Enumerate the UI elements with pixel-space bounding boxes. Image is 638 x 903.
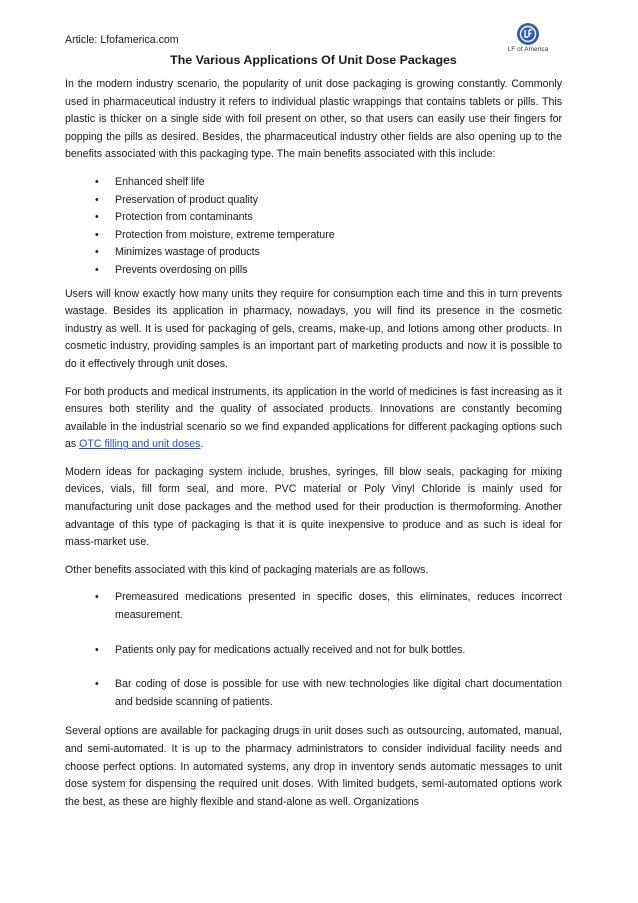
- paragraph-medical: [65, 384, 562, 454]
- paragraph-intro: In the modern industry scenario, the popularity of unit dose packaging is growing constantly. Commonly used in pharmaceutical industry it refers to individual plastic wrappings that contains tablets or pills. This plastic is thicker on a single side with foil present on other, so that users can easily use their fingers for popping the pills as desired. Besides, the pharmaceutical industry other fields are also opening up to the benefits associated with this packaging type. The main benefits associated with this include:: [65, 78, 562, 161]
- list-item: • Prevents overdosing on pills: [65, 262, 562, 280]
- list-item: • Patients only pay for medications actually received and not for bulk bottles.: [65, 642, 562, 660]
- other-benefits-list: [65, 589, 562, 711]
- list-item: • Protection from contaminants: [65, 209, 562, 227]
- list-item: • Protection from moisture, extreme temperature: [65, 227, 562, 245]
- logo-text: LF of America: [507, 46, 549, 53]
- list-item: • Premeasured medications presented in specific doses, this eliminates, reduces incorrect measurement.: [65, 589, 562, 624]
- otc-filling-link[interactable]: OTC filling and unit doses: [79, 438, 201, 451]
- list-item: • Preservation of product quality: [65, 192, 562, 210]
- paragraph-medical-end: .: [200, 438, 204, 451]
- page-title: The Various Applications Of Unit Dose Packages: [170, 53, 457, 67]
- list-item: • Minimizes wastage of products: [65, 244, 562, 262]
- benefits-list: [65, 174, 562, 280]
- paragraph-medical-text: For both products and medical instruments, its application in the world of medicines is fast increasing as it ensures both sterility and the quality of associated products. Innovations are constantly becoming available in the industrial scenario so we find expanded applications for different packaging options such as: [65, 385, 562, 451]
- paragraph-users: Users will know exactly how many units they require for consumption each time and this in turn prevents wastage. Besides its application in pharmacy, nowadays, you will find its presence in the cosmetic industry as well. It is used for packaging of gels, creams, make-up, and lotions among other products. In cosmetic industry, providing samples is an important part of marketing products and now it is possible to do it effectively through unit doses.: [65, 287, 562, 370]
- list-item: • Enhanced shelf life: [65, 174, 562, 192]
- paragraph-options: Several options are available for packaging drugs in unit doses such as outsourcing, automated, manual, and semi-automated. It is up to the pharmacy administrators to consider individual facility needs and choose perfect options. In automated systems, any drop in inventory sends automatic messages to unit dose system for dispensing the required unit doses. With limited budgets, semi-automated options work the best, as these are highly flexible and stand-alone as well. Organizations: [65, 725, 562, 808]
- article-source: Article: Lfofamerica.com: [65, 34, 179, 46]
- paragraph-other-benefits: Other benefits associated with this kind of packaging materials are as follows.: [65, 563, 429, 576]
- document-page: [65, 32, 562, 821]
- list-item: • Bar coding of dose is possible for use with new technologies like digital chart documentation and bedside scanning of patients.: [65, 676, 562, 711]
- paragraph-modern-ideas: Modern ideas for packaging system include, brushes, syringes, fill blow seals, packaging for mixing devices, vials, fill form seal, and more. PVC material or Poly Vinyl Chloride is mainly used for manufacturing unit dose packages and the method used for their production is thermoforming. Another advantage of this type of packaging is that it is quite inexpensive to produce and as such is ideal for mass-market use.: [65, 465, 562, 549]
